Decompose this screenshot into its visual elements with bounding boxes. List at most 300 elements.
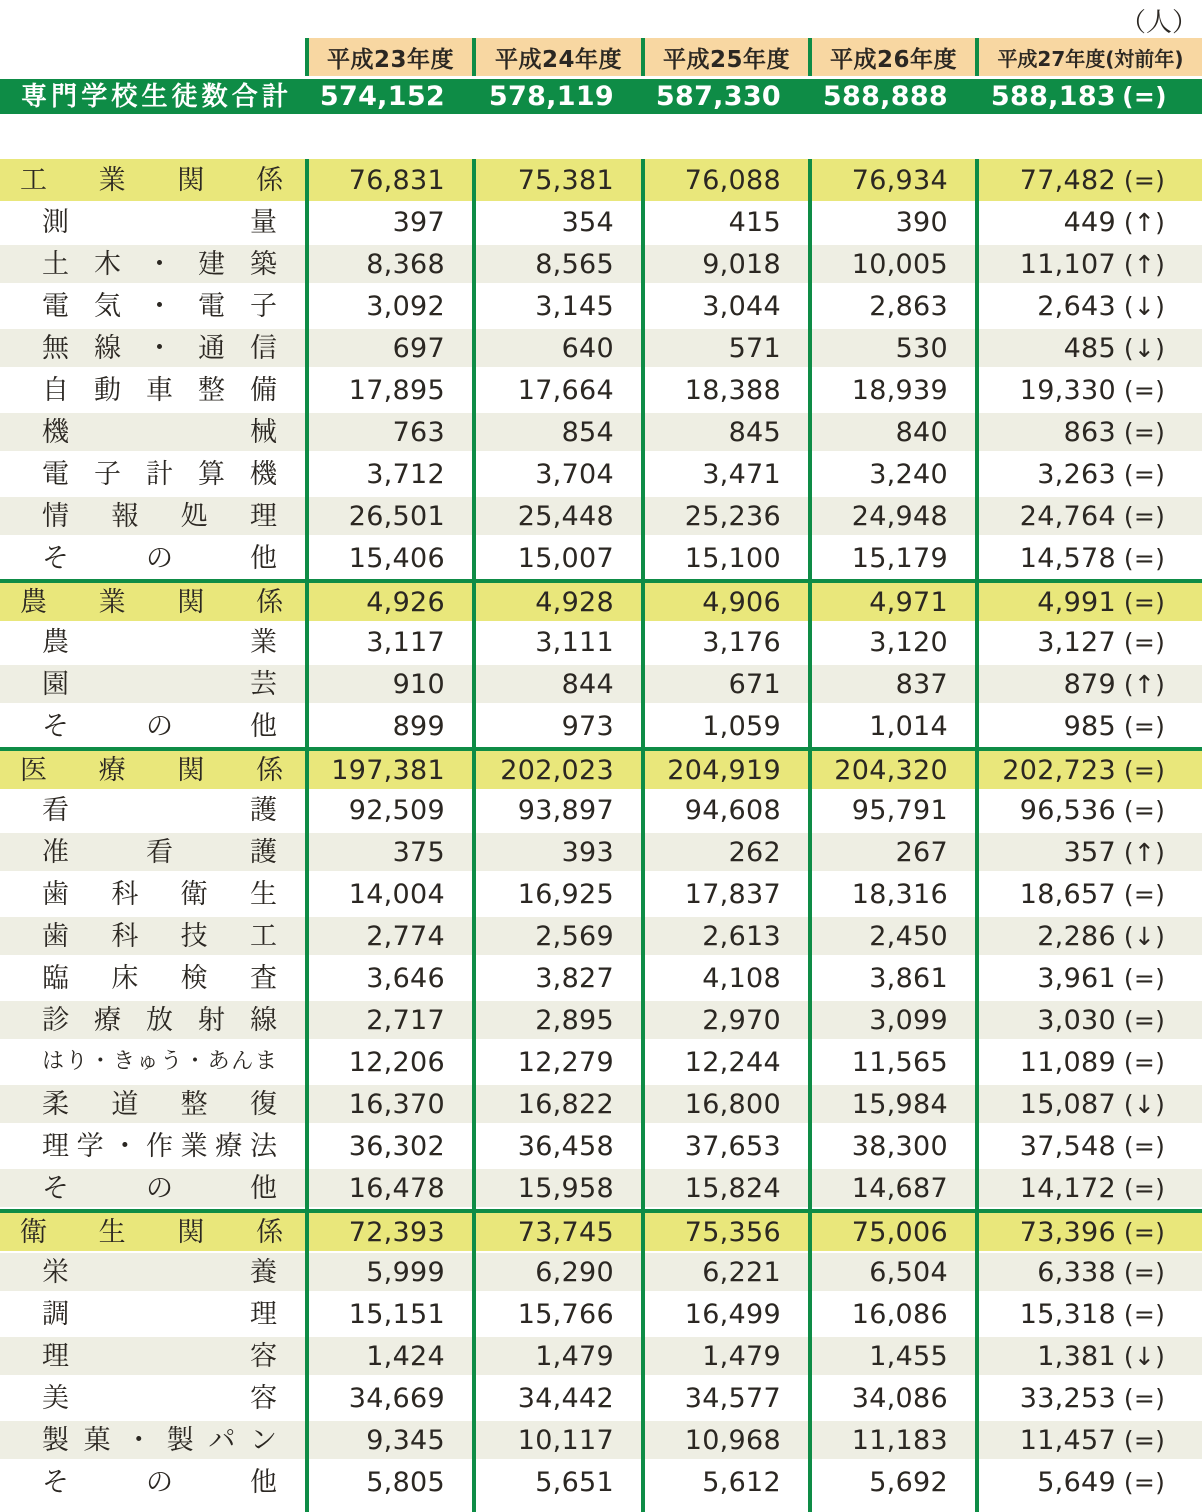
year-value: 37,653 (641, 1125, 808, 1167)
trend-marker: (↓) (1123, 333, 1166, 363)
year-value: 9,018 (641, 243, 808, 285)
latest-value: 1,381 (1037, 1340, 1116, 1372)
latest-value-cell (975, 411, 1202, 453)
year-value: 75,381 (472, 159, 641, 201)
category-row (0, 1209, 1202, 1251)
latest-value: 6,338 (1037, 1256, 1116, 1288)
year-value: 15,007 (472, 537, 641, 579)
table-row (0, 873, 1202, 915)
year-value: 1,479 (472, 1335, 641, 1377)
latest-value-cell (975, 663, 1202, 705)
table-row (0, 243, 1202, 285)
year-value: 5,999 (305, 1251, 472, 1293)
item-label: 無 線 ・ 通 信 (42, 332, 277, 364)
year-value: 2,569 (472, 915, 641, 957)
latest-value: 357 (1063, 836, 1116, 868)
column-header-h23: 平成23年度 (305, 38, 472, 76)
latest-value-cell (975, 1335, 1202, 1377)
year-value: 3,712 (305, 453, 472, 495)
year-value: 12,244 (641, 1041, 808, 1083)
trend-marker: (=) (1123, 417, 1166, 447)
year-value: 390 (808, 201, 975, 243)
year-value: 15,958 (472, 1167, 641, 1209)
trend-marker: (=) (1123, 627, 1166, 657)
latest-value-cell (975, 915, 1202, 957)
year-value: 15,179 (808, 537, 975, 579)
year-value: 16,499 (641, 1293, 808, 1335)
table-row (0, 1293, 1202, 1335)
total-value: 587,330 (641, 79, 808, 114)
year-value: 763 (305, 411, 472, 453)
trend-marker: (↓) (1123, 291, 1166, 321)
item-label: 測 量 (42, 206, 277, 238)
trend-marker: (=) (1123, 543, 1166, 573)
year-value: 3,240 (808, 453, 975, 495)
latest-value-cell (975, 453, 1202, 495)
header-row (0, 38, 1202, 76)
year-value: 25,448 (472, 495, 641, 537)
year-value: 15,824 (641, 1167, 808, 1209)
year-value: 94,608 (641, 789, 808, 831)
trend-marker: (=) (1123, 1173, 1166, 1203)
latest-value-cell (975, 873, 1202, 915)
trend-marker: (=) (1123, 1131, 1166, 1161)
trend-marker: (↑) (1123, 837, 1166, 867)
item-label: 理 学 ・ 作 業 療 法 (42, 1130, 277, 1162)
latest-value-cell (975, 201, 1202, 243)
table-row (0, 369, 1202, 411)
category-row (0, 579, 1202, 621)
year-value: 16,370 (305, 1083, 472, 1125)
year-value: 845 (641, 411, 808, 453)
latest-value: 5,649 (1037, 1466, 1116, 1498)
item-label: 栄 養 (42, 1256, 277, 1288)
total-value: 574,152 (305, 79, 472, 114)
year-value: 10,968 (641, 1419, 808, 1461)
total-latest-cell (975, 79, 1202, 114)
latest-value: 18,657 (1019, 878, 1116, 910)
latest-value: 77,482 (1019, 164, 1116, 196)
trend-marker: (=) (1123, 1217, 1166, 1247)
latest-value: 73,396 (1019, 1216, 1116, 1248)
year-value: 11,183 (808, 1419, 975, 1461)
total-row (0, 79, 1202, 114)
latest-value: 11,089 (1019, 1046, 1116, 1078)
item-label: そ の 他 (42, 710, 277, 742)
year-value: 375 (305, 831, 472, 873)
table-row (0, 1125, 1202, 1167)
year-value: 530 (808, 327, 975, 369)
year-value: 840 (808, 411, 975, 453)
year-value: 11,565 (808, 1041, 975, 1083)
latest-value-cell (975, 999, 1202, 1041)
trend-marker: (=) (1123, 501, 1166, 531)
latest-value-cell (975, 1293, 1202, 1335)
trend-marker: (↓) (1123, 921, 1166, 951)
latest-value: 11,107 (1019, 248, 1116, 280)
year-value: 34,669 (305, 1377, 472, 1419)
year-value: 75,006 (808, 1213, 975, 1251)
latest-value: 3,127 (1037, 626, 1116, 658)
trend-marker: (=) (1123, 459, 1166, 489)
latest-value-cell (975, 327, 1202, 369)
table-row (0, 1167, 1202, 1209)
trend-marker: (=) (1123, 1383, 1166, 1413)
trend-marker: (=) (1123, 587, 1166, 617)
trend-marker: (=) (1123, 1047, 1166, 1077)
year-value: 73,745 (472, 1213, 641, 1251)
year-value: 2,895 (472, 999, 641, 1041)
year-value: 3,111 (472, 621, 641, 663)
year-value: 4,906 (641, 583, 808, 621)
year-value: 15,151 (305, 1293, 472, 1335)
trend-marker: (=) (1123, 711, 1166, 741)
table-row (0, 285, 1202, 327)
item-label: 電 気 ・ 電 子 (42, 290, 277, 322)
latest-value: 3,263 (1037, 458, 1116, 490)
item-label: 柔 道 整 復 (42, 1088, 277, 1120)
year-value: 76,934 (808, 159, 975, 201)
year-value: 1,479 (641, 1335, 808, 1377)
latest-value-cell (975, 1167, 1202, 1209)
year-value: 2,613 (641, 915, 808, 957)
year-value: 10,117 (472, 1419, 641, 1461)
latest-value-cell (975, 1083, 1202, 1125)
year-value: 5,692 (808, 1461, 975, 1503)
year-value: 8,565 (472, 243, 641, 285)
category-row (0, 747, 1202, 789)
year-value: 6,221 (641, 1251, 808, 1293)
item-label: 機 械 (42, 416, 277, 448)
year-value: 15,766 (472, 1293, 641, 1335)
year-value: 3,044 (641, 285, 808, 327)
table-row (0, 621, 1202, 663)
year-value: 72,393 (305, 1213, 472, 1251)
year-value: 354 (472, 201, 641, 243)
year-value: 204,919 (641, 751, 808, 789)
year-value: 2,774 (305, 915, 472, 957)
latest-value: 985 (1063, 710, 1116, 742)
year-value: 75,356 (641, 1213, 808, 1251)
item-label: 臨 床 検 査 (42, 962, 277, 994)
latest-value: 2,643 (1037, 290, 1116, 322)
year-value: 17,664 (472, 369, 641, 411)
table-row (0, 1041, 1202, 1083)
column-header-h26: 平成26年度 (808, 38, 975, 76)
latest-value-cell (975, 621, 1202, 663)
latest-value-cell (975, 1461, 1202, 1503)
year-value: 3,145 (472, 285, 641, 327)
year-value: 2,450 (808, 915, 975, 957)
year-value: 3,646 (305, 957, 472, 999)
year-value: 1,014 (808, 705, 975, 747)
latest-value: 4,991 (1037, 586, 1116, 618)
year-value: 16,800 (641, 1083, 808, 1125)
latest-value: 15,318 (1019, 1298, 1116, 1330)
table-row (0, 663, 1202, 705)
year-value: 3,099 (808, 999, 975, 1041)
table-row (0, 1461, 1202, 1503)
year-value: 18,388 (641, 369, 808, 411)
item-label: 歯 科 衛 生 (42, 878, 277, 910)
category-label: 農 業 関 係 (20, 586, 283, 618)
year-value: 5,612 (641, 1461, 808, 1503)
trend-marker: (=) (1123, 795, 1166, 825)
item-label: 看 護 (42, 794, 277, 826)
year-value: 10,005 (808, 243, 975, 285)
category-row (0, 159, 1202, 201)
latest-value: 14,172 (1019, 1172, 1116, 1204)
trend-marker: (=) (1123, 165, 1166, 195)
trend-marker: (=) (1123, 1299, 1166, 1329)
trend-marker: (=) (1123, 1425, 1166, 1455)
year-value: 17,895 (305, 369, 472, 411)
year-value: 92,509 (305, 789, 472, 831)
total-value: 578,119 (472, 79, 641, 114)
item-label: 歯 科 技 工 (42, 920, 277, 952)
year-value: 4,971 (808, 583, 975, 621)
trend-marker: (↑) (1123, 669, 1166, 699)
latest-value: 879 (1063, 668, 1116, 700)
year-value: 2,970 (641, 999, 808, 1041)
year-value: 197,381 (305, 751, 472, 789)
year-value: 15,406 (305, 537, 472, 579)
latest-value-cell (975, 1041, 1202, 1083)
year-value: 844 (472, 663, 641, 705)
year-value: 202,023 (472, 751, 641, 789)
column-header-h25: 平成25年度 (641, 38, 808, 76)
year-value: 899 (305, 705, 472, 747)
category-label: 工 業 関 係 (20, 164, 283, 196)
year-value: 15,984 (808, 1083, 975, 1125)
latest-value-cell (975, 831, 1202, 873)
year-value: 18,939 (808, 369, 975, 411)
latest-value-cell (975, 537, 1202, 579)
table-row (0, 705, 1202, 747)
latest-value-cell (975, 243, 1202, 285)
year-value: 973 (472, 705, 641, 747)
table-body (0, 159, 1202, 1503)
year-value: 8,368 (305, 243, 472, 285)
latest-value-cell (975, 1377, 1202, 1419)
latest-value-cell (975, 1251, 1202, 1293)
year-value: 34,442 (472, 1377, 641, 1419)
table-row (0, 831, 1202, 873)
trend-marker: (=) (1122, 82, 1167, 111)
item-label: 製 菓 ・ 製 パ ン (42, 1424, 277, 1456)
latest-value: 33,253 (1019, 1382, 1116, 1414)
trend-marker: (=) (1123, 755, 1166, 785)
year-value: 34,086 (808, 1377, 975, 1419)
table-row (0, 789, 1202, 831)
latest-value-cell (975, 495, 1202, 537)
year-value: 415 (641, 201, 808, 243)
year-value: 4,108 (641, 957, 808, 999)
year-value: 14,687 (808, 1167, 975, 1209)
latest-value-cell (975, 285, 1202, 327)
latest-value: 14,578 (1019, 542, 1116, 574)
table-row (0, 1419, 1202, 1461)
item-label: 准 看 護 (42, 836, 277, 868)
item-label: 土 木 ・ 建 築 (42, 248, 277, 280)
trend-marker: (↑) (1123, 249, 1166, 279)
table-row (0, 1377, 1202, 1419)
year-value: 2,863 (808, 285, 975, 327)
year-value: 671 (641, 663, 808, 705)
latest-value-cell (975, 1125, 1202, 1167)
table-bottom-filler (0, 1503, 1202, 1512)
year-value: 3,861 (808, 957, 975, 999)
year-value: 12,279 (472, 1041, 641, 1083)
latest-value-cell (975, 583, 1202, 621)
year-value: 3,176 (641, 621, 808, 663)
item-label: 美 容 (42, 1382, 277, 1414)
year-value: 393 (472, 831, 641, 873)
table-row (0, 1083, 1202, 1125)
latest-value: 202,723 (1002, 754, 1116, 786)
latest-value: 11,457 (1019, 1424, 1116, 1456)
year-value: 36,302 (305, 1125, 472, 1167)
year-value: 16,822 (472, 1083, 641, 1125)
header-blank-cell (0, 38, 305, 76)
year-value: 267 (808, 831, 975, 873)
year-value: 6,504 (808, 1251, 975, 1293)
table-row (0, 495, 1202, 537)
latest-value: 15,087 (1019, 1088, 1116, 1120)
latest-value: 3,961 (1037, 962, 1116, 994)
year-value: 16,925 (472, 873, 641, 915)
year-value: 9,345 (305, 1419, 472, 1461)
trend-marker: (↓) (1123, 1341, 1166, 1371)
table-row (0, 411, 1202, 453)
latest-value: 24,764 (1019, 500, 1116, 532)
latest-value-cell (975, 1213, 1202, 1251)
year-value: 397 (305, 201, 472, 243)
trend-marker: (=) (1123, 375, 1166, 405)
year-value: 3,092 (305, 285, 472, 327)
year-value: 571 (641, 327, 808, 369)
year-value: 15,100 (641, 537, 808, 579)
category-label: 衛 生 関 係 (20, 1216, 283, 1248)
year-value: 25,236 (641, 495, 808, 537)
latest-value-cell (975, 369, 1202, 411)
item-label: 自 動 車 整 備 (42, 374, 277, 406)
category-label: 医 療 関 係 (20, 754, 283, 786)
year-value: 204,320 (808, 751, 975, 789)
table-row (0, 537, 1202, 579)
year-value: 262 (641, 831, 808, 873)
year-value: 5,651 (472, 1461, 641, 1503)
total-latest-value: 588,183 (990, 81, 1116, 112)
table-row (0, 201, 1202, 243)
trend-marker: (=) (1123, 879, 1166, 909)
item-label: 診 療 放 射 線 (42, 1004, 277, 1036)
item-label: 情 報 処 理 (42, 500, 277, 532)
latest-value: 19,330 (1019, 374, 1116, 406)
year-value: 1,455 (808, 1335, 975, 1377)
year-value: 95,791 (808, 789, 975, 831)
table-row (0, 1335, 1202, 1377)
year-value: 34,577 (641, 1377, 808, 1419)
item-label: 調 理 (42, 1298, 277, 1330)
item-label: そ の 他 (42, 1172, 277, 1204)
item-label: 農 業 (42, 626, 277, 658)
latest-value: 485 (1063, 332, 1116, 364)
year-value: 12,206 (305, 1041, 472, 1083)
item-label: そ の 他 (42, 542, 277, 574)
year-value: 4,926 (305, 583, 472, 621)
year-value: 16,478 (305, 1167, 472, 1209)
trend-marker: (=) (1123, 963, 1166, 993)
year-value: 3,120 (808, 621, 975, 663)
latest-value: 37,548 (1019, 1130, 1116, 1162)
latest-value-cell (975, 957, 1202, 999)
year-value: 6,290 (472, 1251, 641, 1293)
year-value: 3,827 (472, 957, 641, 999)
trend-marker: (↑) (1123, 207, 1166, 237)
table-row (0, 327, 1202, 369)
year-value: 26,501 (305, 495, 472, 537)
year-value: 837 (808, 663, 975, 705)
year-value: 76,088 (641, 159, 808, 201)
year-value: 3,704 (472, 453, 641, 495)
year-value: 18,316 (808, 873, 975, 915)
latest-value: 449 (1063, 206, 1116, 238)
table-row (0, 453, 1202, 495)
item-label: 理 容 (42, 1340, 277, 1372)
year-value: 16,086 (808, 1293, 975, 1335)
year-value: 36,458 (472, 1125, 641, 1167)
trend-marker: (↓) (1123, 1089, 1166, 1119)
column-header-h24: 平成24年度 (472, 38, 641, 76)
year-value: 76,831 (305, 159, 472, 201)
total-value: 588,888 (808, 79, 975, 114)
year-value: 2,717 (305, 999, 472, 1041)
year-value: 5,805 (305, 1461, 472, 1503)
year-value: 93,897 (472, 789, 641, 831)
total-label: 専 門 学 校 生 徒 数 合 計 (21, 81, 288, 112)
latest-value-cell (975, 789, 1202, 831)
year-value: 1,424 (305, 1335, 472, 1377)
latest-value-cell (975, 1419, 1202, 1461)
year-value: 1,059 (641, 705, 808, 747)
year-value: 17,837 (641, 873, 808, 915)
latest-value-cell (975, 751, 1202, 789)
latest-value-cell (975, 159, 1202, 201)
latest-value: 3,030 (1037, 1004, 1116, 1036)
unit-label: （人） (1119, 8, 1198, 38)
year-value: 24,948 (808, 495, 975, 537)
latest-value: 863 (1063, 416, 1116, 448)
year-value: 910 (305, 663, 472, 705)
year-value: 697 (305, 327, 472, 369)
item-label: 電 子 計 算 機 (42, 458, 277, 490)
latest-value-cell (975, 705, 1202, 747)
trend-marker: (=) (1123, 1257, 1166, 1287)
year-value: 14,004 (305, 873, 472, 915)
year-value: 854 (472, 411, 641, 453)
trend-marker: (=) (1123, 1005, 1166, 1035)
year-value: 3,471 (641, 453, 808, 495)
year-value: 3,117 (305, 621, 472, 663)
table-row (0, 957, 1202, 999)
table-row (0, 915, 1202, 957)
year-value: 640 (472, 327, 641, 369)
year-value: 4,928 (472, 583, 641, 621)
item-label: 園 芸 (42, 668, 277, 700)
year-value: 38,300 (808, 1125, 975, 1167)
spacer (0, 114, 1202, 159)
